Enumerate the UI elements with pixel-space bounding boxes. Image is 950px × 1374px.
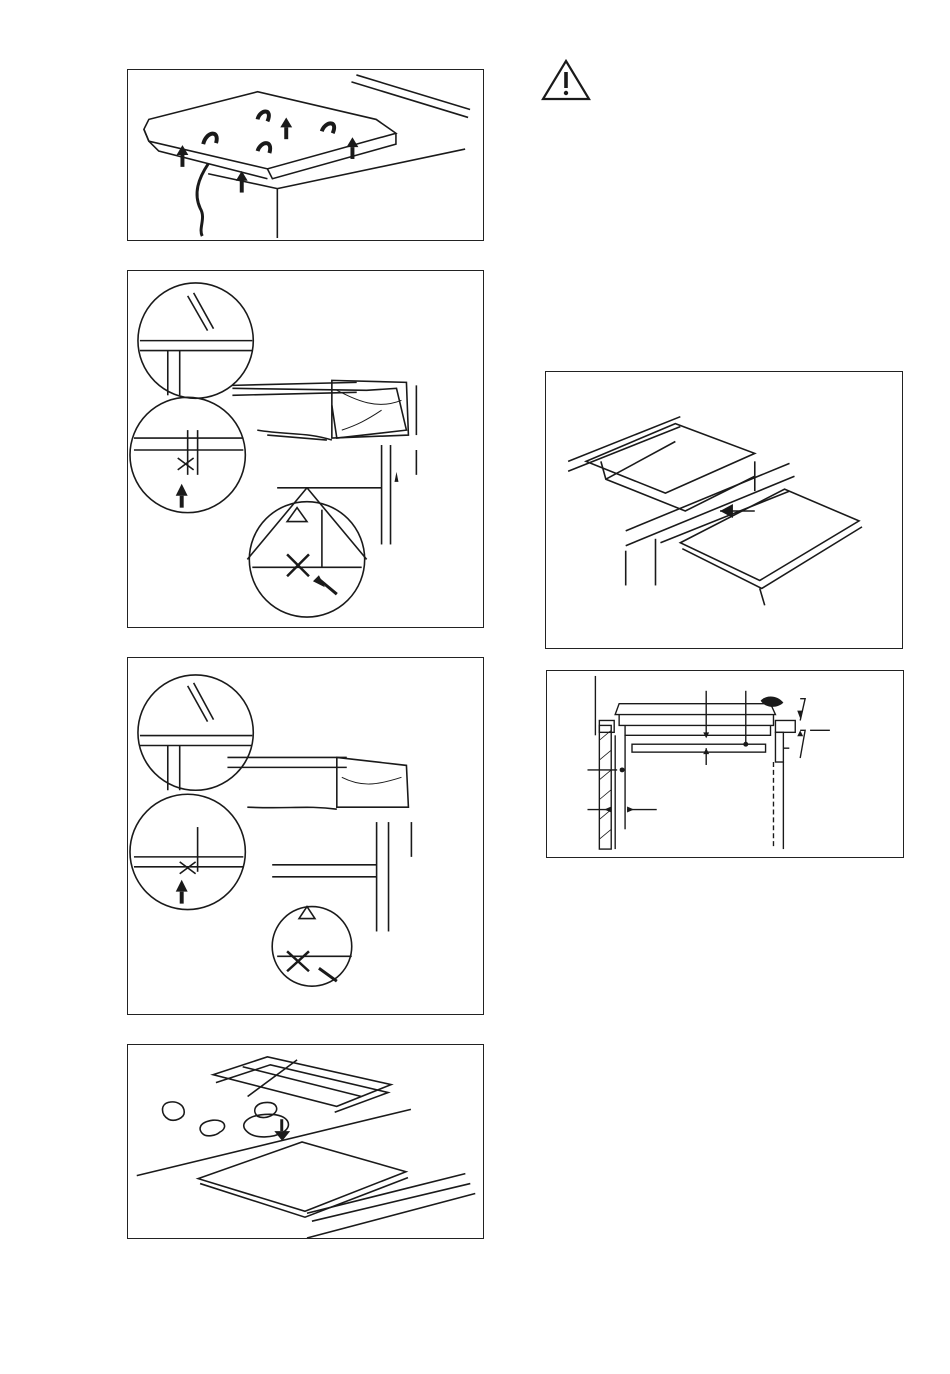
protective-panel-insertion-illustration — [546, 372, 902, 648]
sealant-application-illustration — [128, 271, 483, 627]
pan-supports-and-burner-caps-illustration — [128, 1045, 483, 1238]
figure-seal-worktop-2 — [127, 657, 484, 1015]
figure-seal-worktop-1 — [127, 270, 484, 628]
installation-clearances-diagram — [547, 671, 903, 857]
figure-insert-panel — [545, 371, 903, 649]
sealant-application-illustration — [128, 658, 483, 1014]
warning-triangle-icon — [540, 58, 592, 102]
figure-clearances — [546, 670, 904, 858]
figure-mounting-brackets — [127, 69, 484, 241]
mounting-brackets-illustration — [128, 70, 483, 240]
figure-pan-supports — [127, 1044, 484, 1239]
